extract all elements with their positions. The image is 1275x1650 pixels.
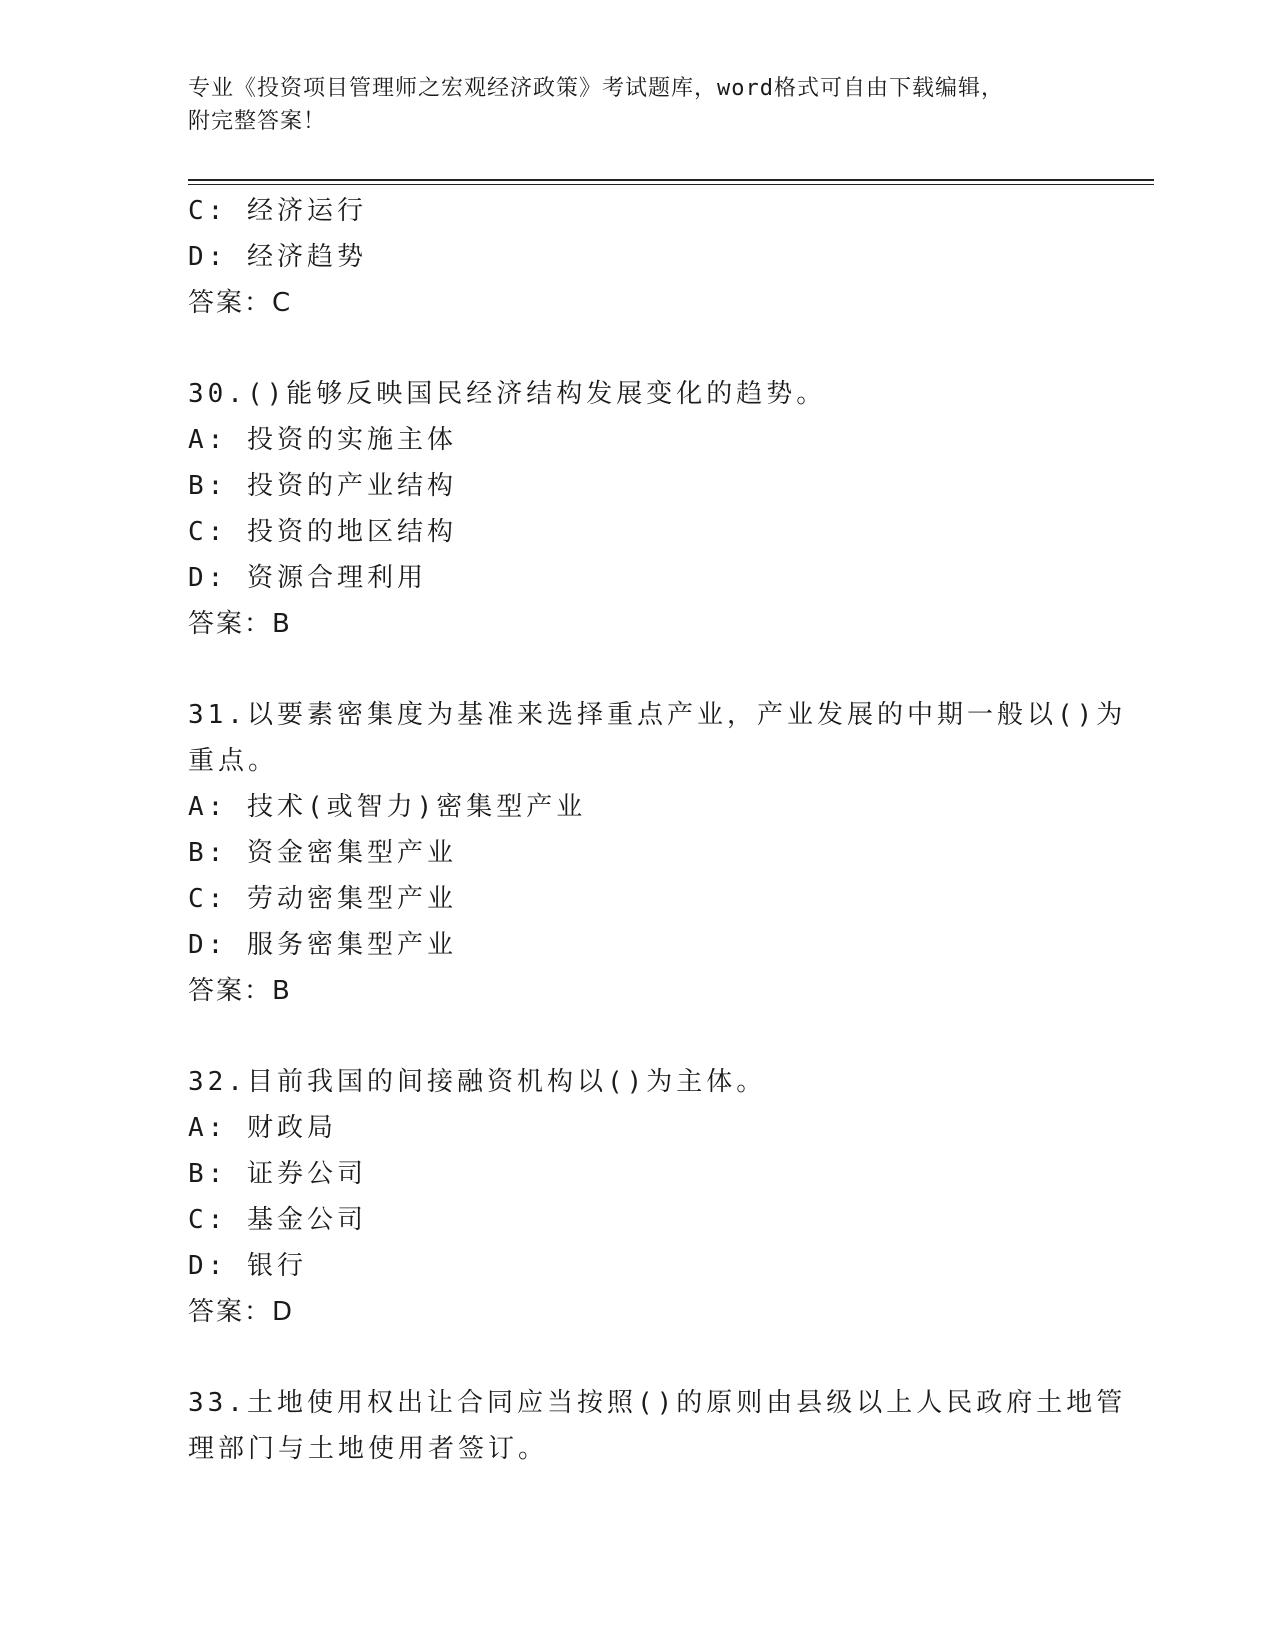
question-list xyxy=(188,188,1127,1472)
option-d: D: 经济趋势 xyxy=(188,242,367,272)
question-text: 31.以要素密集度为基准来选择重点产业，产业发展的中期一般以()为 xyxy=(188,700,1127,730)
document-header xyxy=(188,72,1088,138)
option-b: B: 证券公司 xyxy=(188,1159,367,1189)
option-c: C: 基金公司 xyxy=(188,1205,367,1235)
answer: 答案：D xyxy=(188,1297,295,1327)
question-text-cont: 重点。 xyxy=(188,746,279,776)
question-33 xyxy=(188,1380,1127,1472)
option-d: D: 服务密集型产业 xyxy=(188,930,457,960)
option-c: C: 劳动密集型产业 xyxy=(188,884,457,914)
option-a: A: 财政局 xyxy=(188,1113,337,1143)
header-line-2: 附完整答案！ xyxy=(188,109,327,134)
answer: 答案：B xyxy=(188,609,292,639)
option-a: A: 投资的实施主体 xyxy=(188,425,457,455)
option-b: B: 投资的产业结构 xyxy=(188,471,457,501)
option-b: B: 资金密集型产业 xyxy=(188,838,457,868)
question-text-cont: 理部门与土地使用者签订。 xyxy=(188,1434,549,1464)
header-rule-thick xyxy=(188,179,1154,181)
question-30 xyxy=(188,371,1088,647)
answer: 答案：C xyxy=(188,288,293,318)
option-c: C: 经济运行 xyxy=(188,196,367,226)
question-text: 30.()能够反映国民经济结构发展变化的趋势。 xyxy=(188,379,827,409)
option-d: D: 资源合理利用 xyxy=(188,563,427,593)
question-31 xyxy=(188,692,1127,1014)
option-a: A: 技术(或智力)密集型产业 xyxy=(188,792,587,822)
answer: 答案：B xyxy=(188,976,292,1006)
header-rule-thin xyxy=(188,184,1154,185)
question-text: 33.土地使用权出让合同应当按照()的原则由县级以上人民政府土地管 xyxy=(188,1388,1127,1418)
question-32 xyxy=(188,1059,1088,1335)
option-c: C: 投资的地区结构 xyxy=(188,517,457,547)
option-d: D: 银行 xyxy=(188,1251,307,1281)
header-line-1: 专业《投资项目管理师之宏观经济政策》考试题库，word格式可自由下载编辑， xyxy=(188,76,1004,101)
question-text: 32.目前我国的间接融资机构以()为主体。 xyxy=(188,1067,767,1097)
